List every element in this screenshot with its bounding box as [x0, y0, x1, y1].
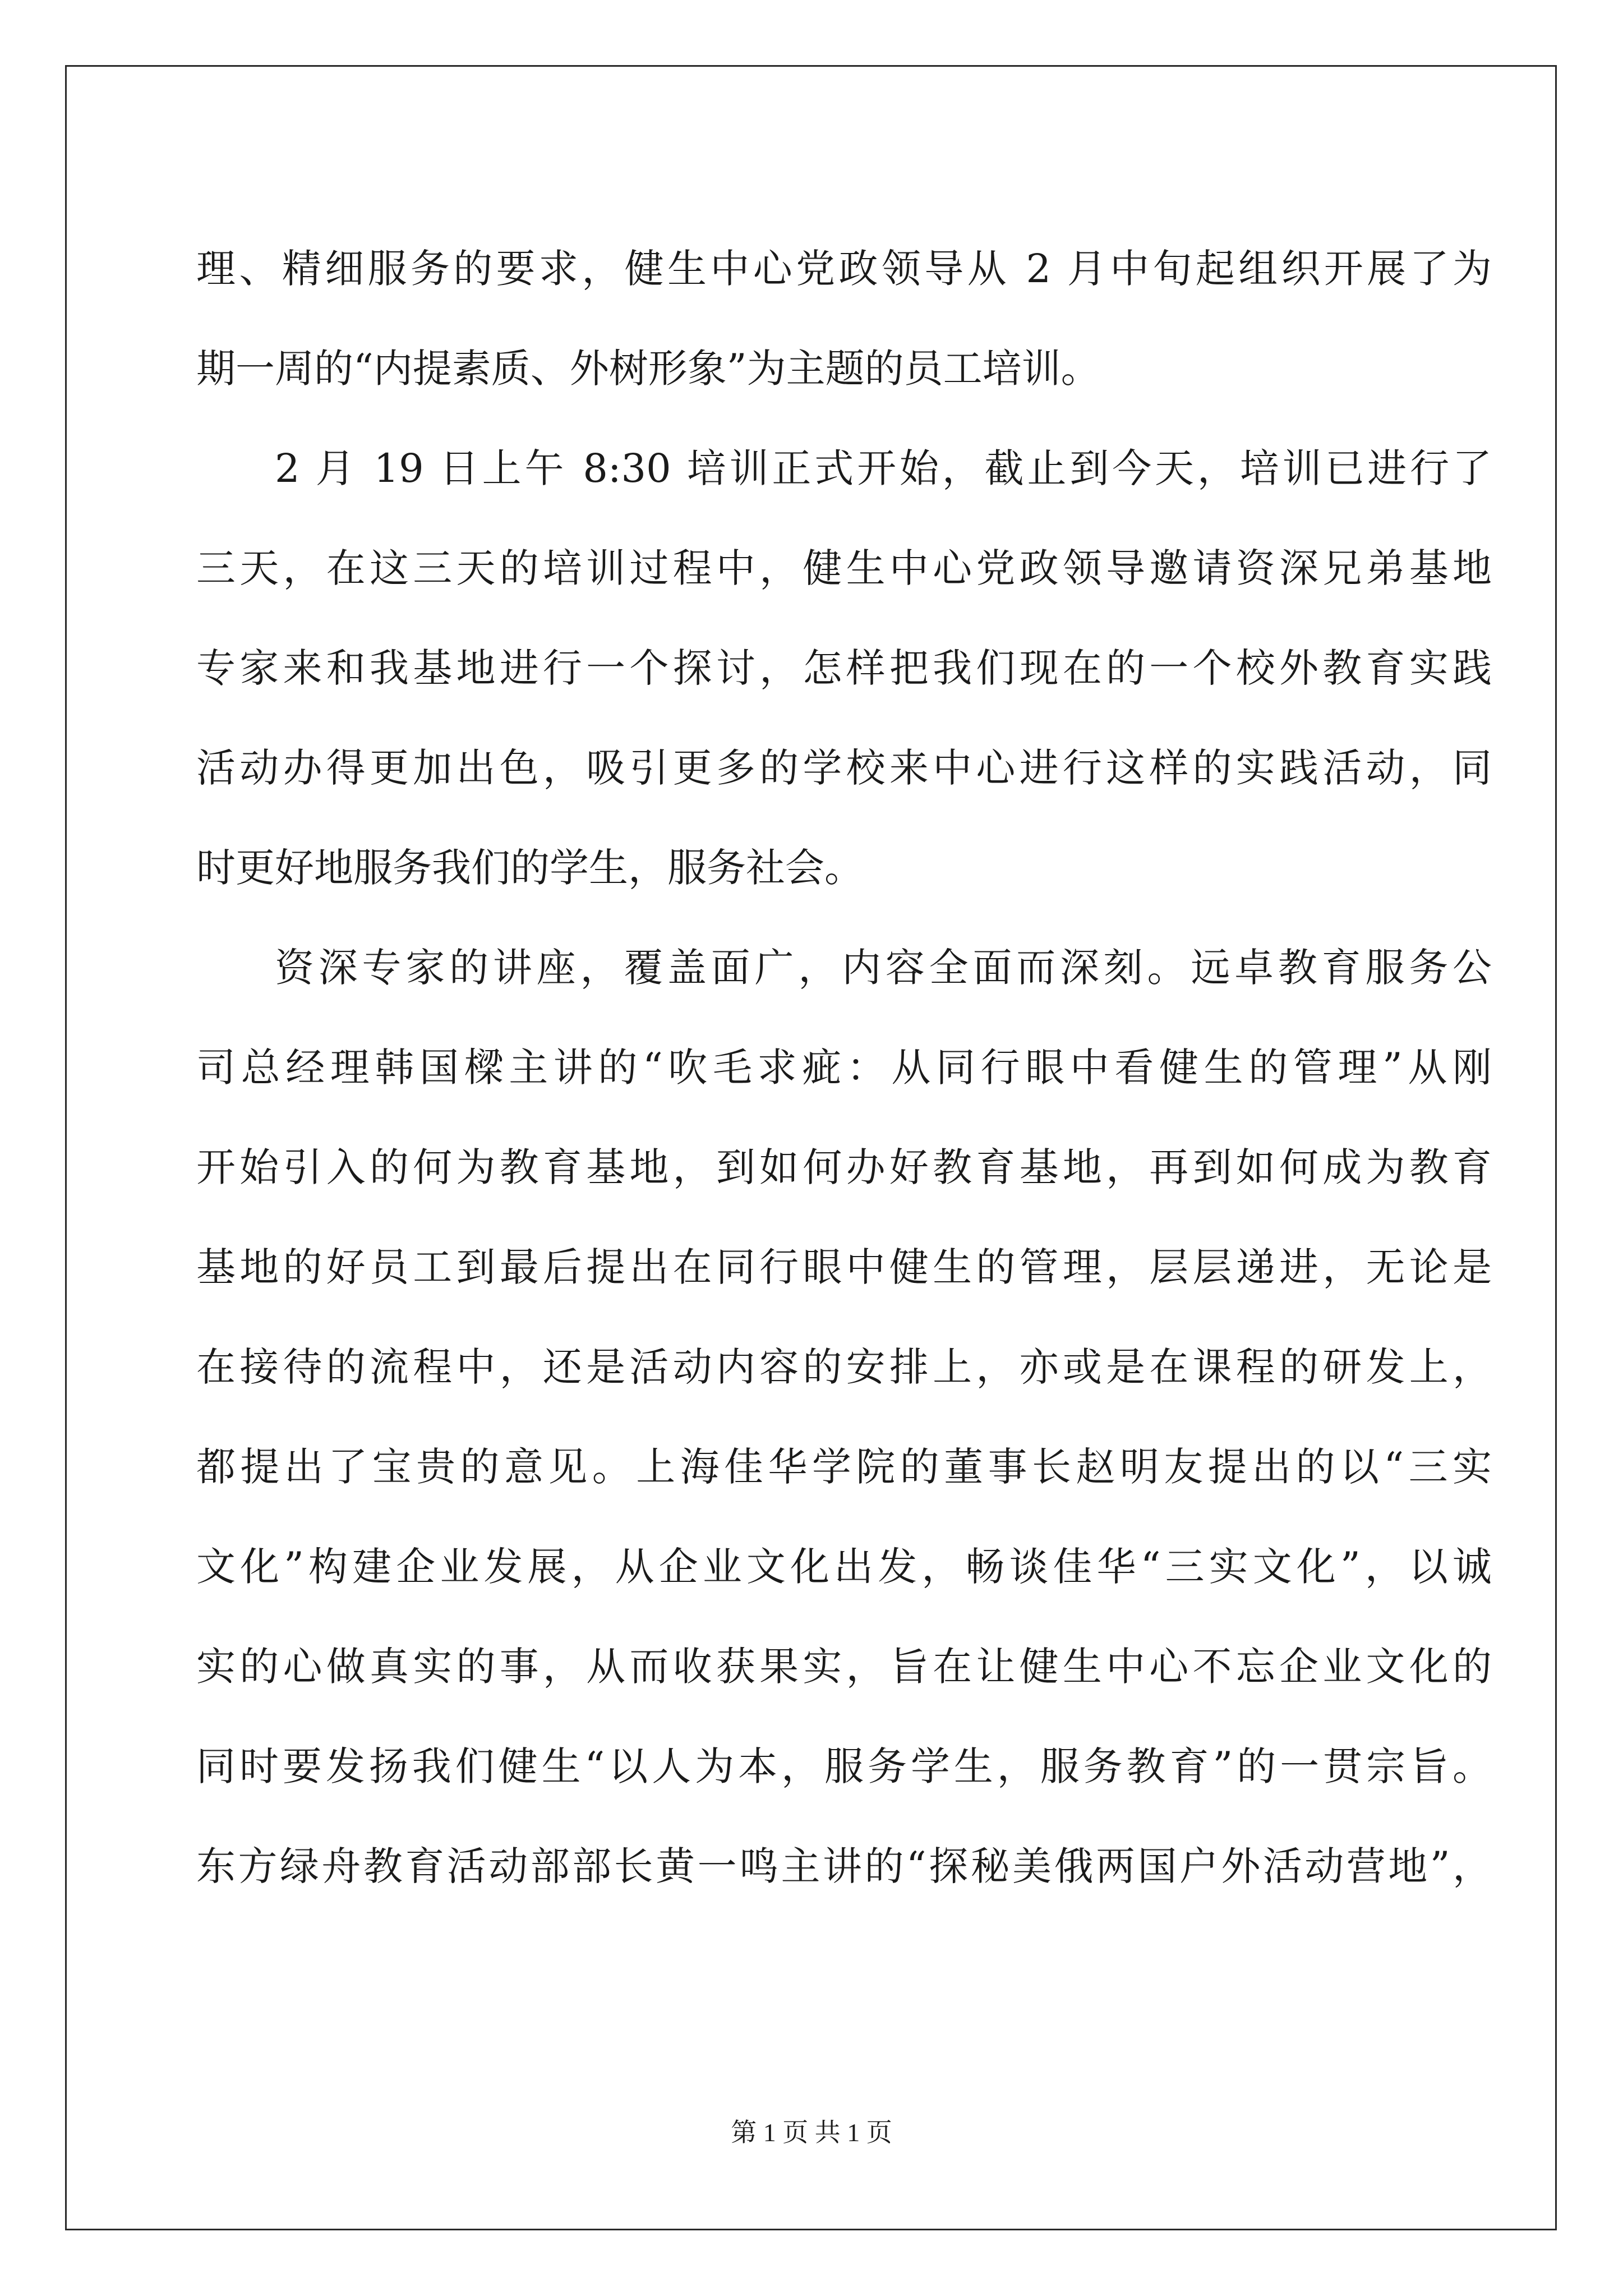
paragraph-line: 在接待的流程中，还是活动内容的安排上，亦或是在课程的研发上，	[196, 1344, 1492, 1390]
paragraph-line: 专家来和我基地进行一个探讨，怎样把我们现在的一个校外教育实践	[196, 645, 1492, 691]
paragraph-line: 同时要发扬我们健生“以人为本，服务学生，服务教育”的一贯宗旨。	[196, 1743, 1492, 1789]
paragraph-line: 三天，在这三天的培训过程中，健生中心党政领导邀请资深兄弟基地	[196, 545, 1492, 591]
paragraph-line: 司总经理韩国樑主讲的“吹毛求疵：从同行眼中看健生的管理”从刚	[196, 1045, 1492, 1091]
paragraph-line: 资深专家的讲座，覆盖面广，内容全面而深刻。远卓教育服务公	[275, 945, 1492, 991]
paragraph-line: 实的心做真实的事，从而收获果实，旨在让健生中心不忘企业文化的	[196, 1644, 1492, 1690]
paragraph-line: 活动办得更加出色，吸引更多的学校来中心进行这样的实践活动，同	[196, 745, 1492, 791]
document-body	[196, 219, 1492, 1916]
paragraph-line: 2 月 19 日上午 8:30 培训正式开始，截止到今天，培训已进行了	[275, 445, 1492, 491]
paragraph-line: 时更好地服务我们的学生，服务社会。	[196, 845, 864, 891]
paragraph-line: 期一周的“内提素质、外树形象”为主题的员工培训。	[196, 346, 1100, 392]
paragraph-line: 文化”构建企业发展，从企业文化出发，畅谈佳华“三实文化”，以诚	[196, 1544, 1492, 1590]
paragraph-line: 都提出了宝贵的意见。上海佳华学院的董事长赵明友提出的以“三实	[196, 1444, 1492, 1490]
paragraph-line: 基地的好员工到最后提出在同行眼中健生的管理，层层递进，无论是	[196, 1244, 1492, 1290]
page-footer: 第 1 页 共 1 页	[731, 2118, 892, 2147]
paragraph-line: 理、精细服务的要求，健生中心党政领导从 2 月中旬起组织开展了为	[196, 246, 1492, 292]
paragraph-line: 东方绿舟教育活动部部长黄一鸣主讲的“探秘美俄两国户外活动营地”，	[196, 1843, 1492, 1889]
paragraph-line: 开始引入的何为教育基地，到如何办好教育基地，再到如何成为教育	[196, 1144, 1492, 1190]
